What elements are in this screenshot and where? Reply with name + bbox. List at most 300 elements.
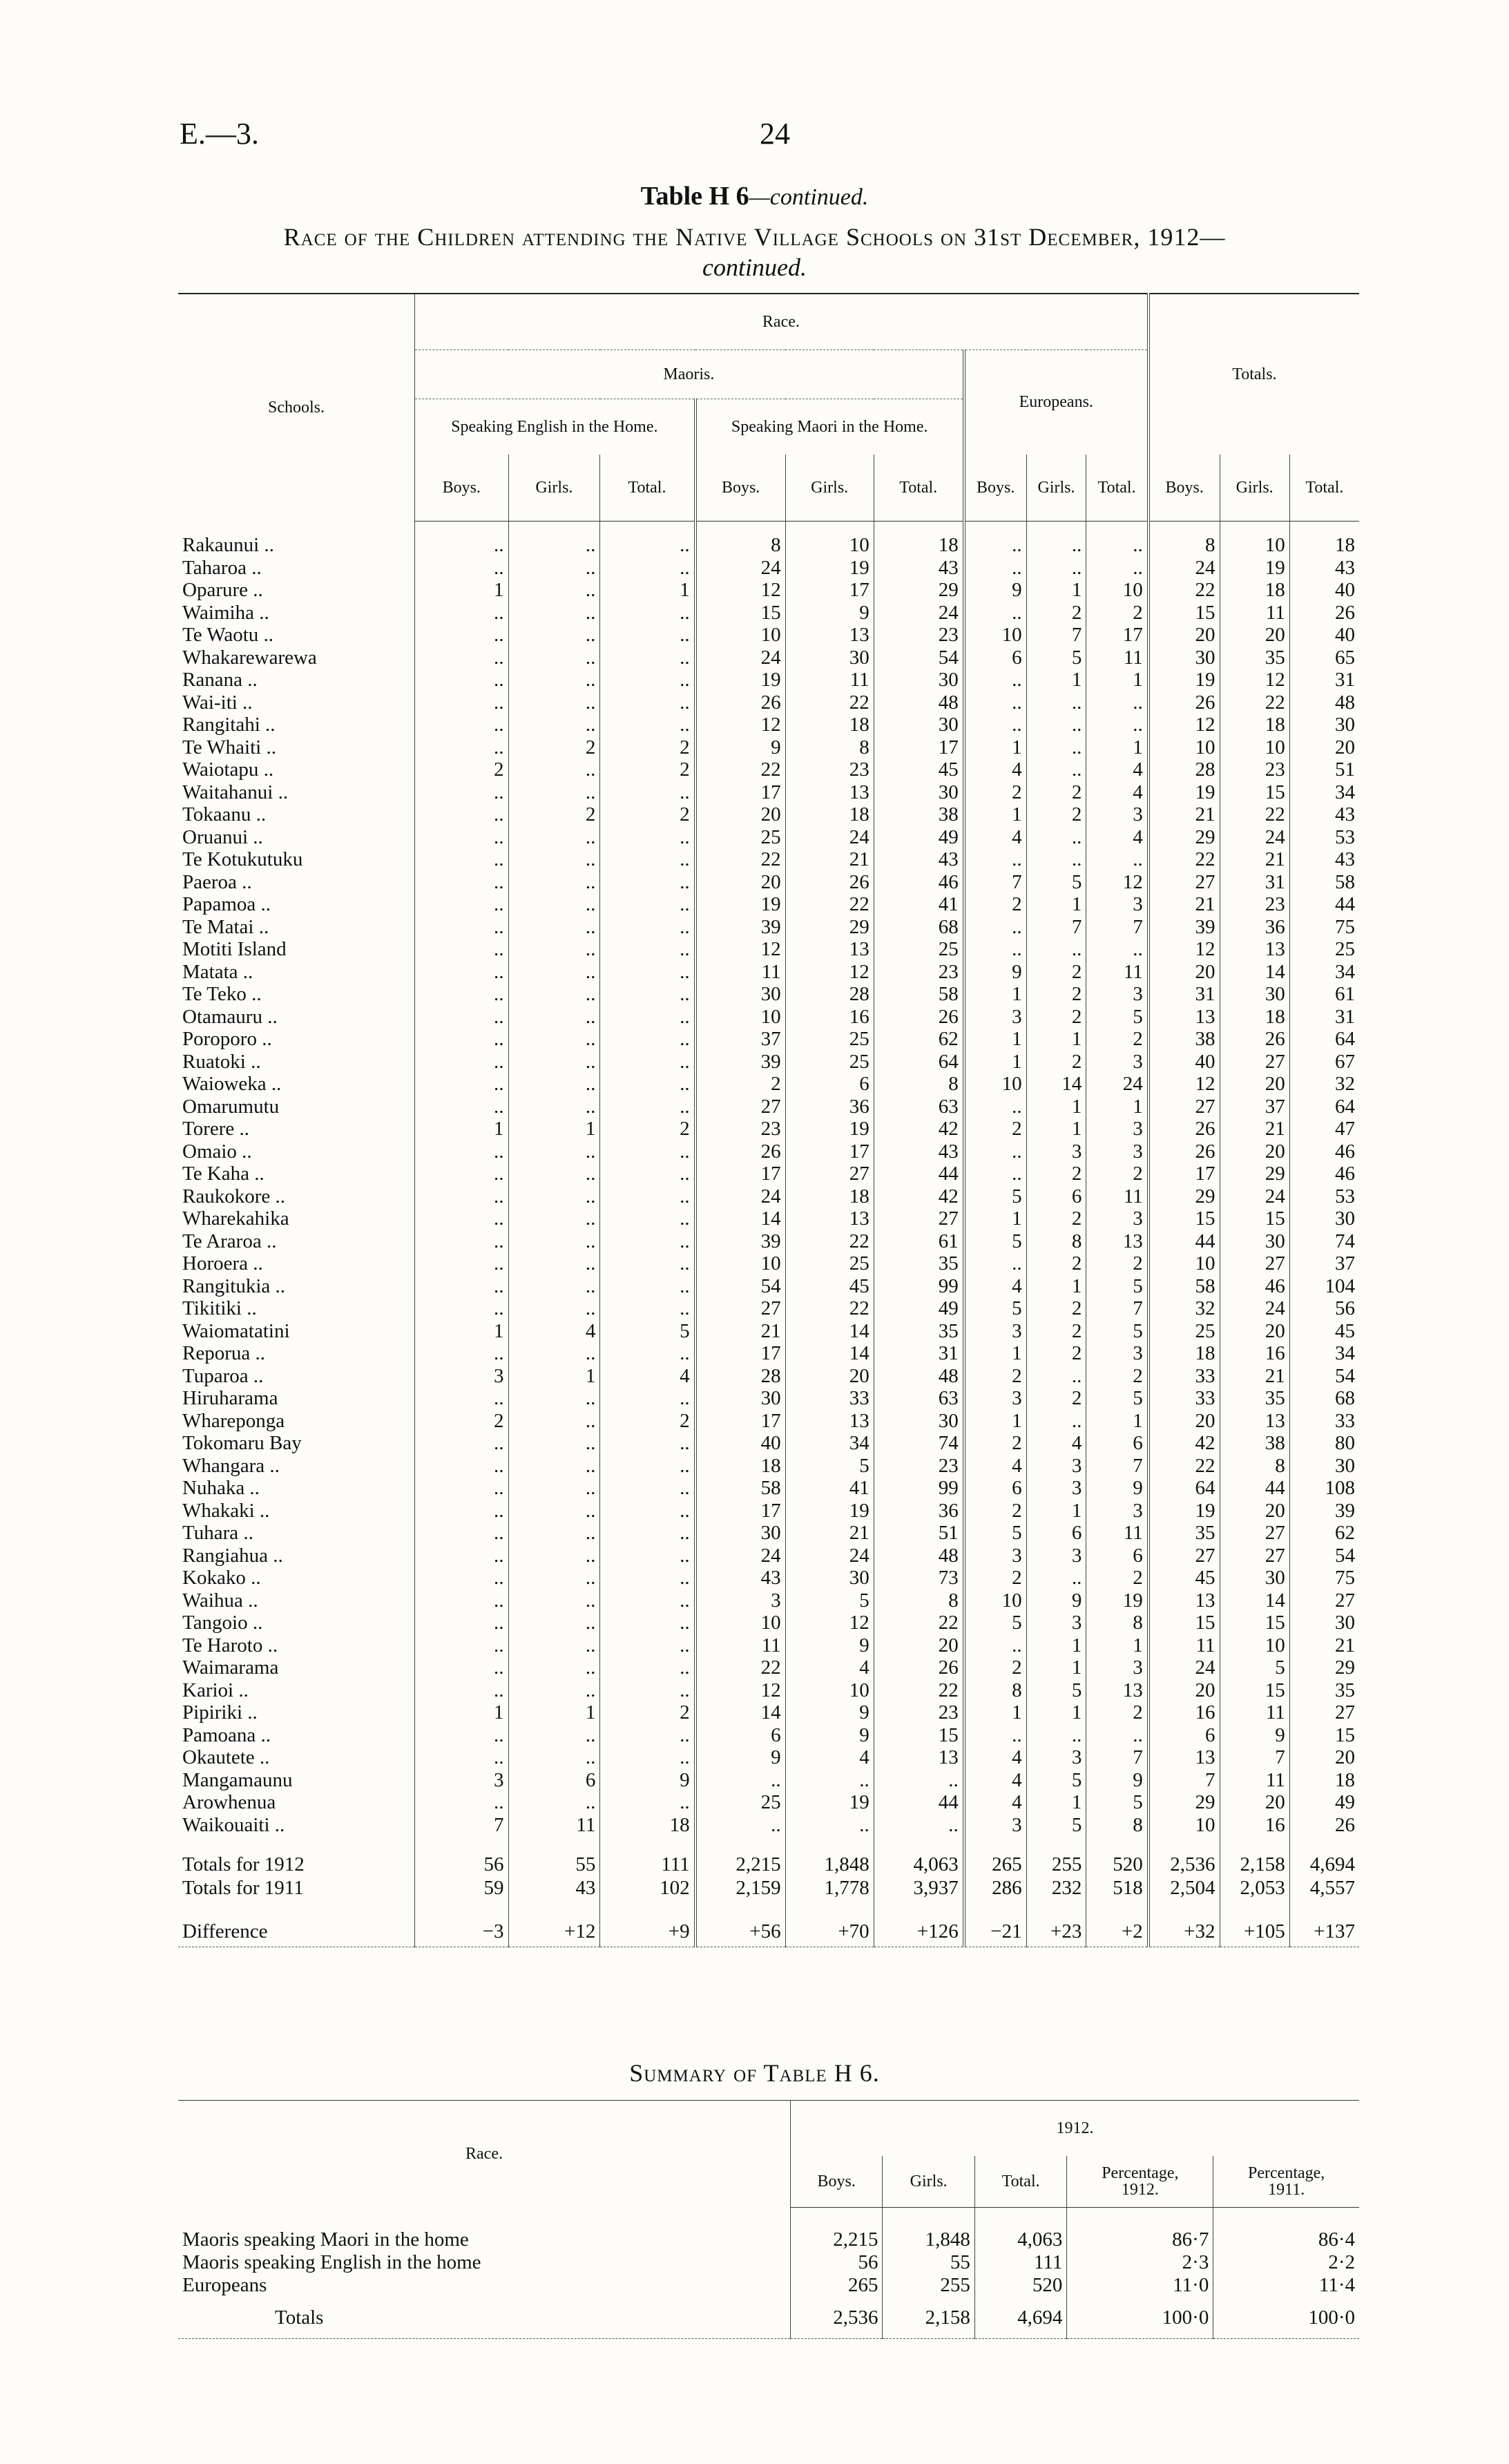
table-cell: 3	[1086, 1051, 1148, 1073]
table-cell: 1	[1026, 669, 1086, 691]
table-cell: 4	[964, 1769, 1026, 1792]
table-cell: ..	[415, 1163, 509, 1185]
table-cell: 46	[1289, 1140, 1359, 1163]
table-cell: 1	[508, 1118, 600, 1140]
pct-1911-label: Percentage,	[1248, 2164, 1325, 2182]
table-cell: 24	[1148, 1656, 1220, 1679]
table-cell: 1	[1026, 1118, 1086, 1140]
table-cell: ..	[695, 1769, 786, 1792]
table-cell: 1	[600, 579, 695, 602]
table-cell: 4,063	[874, 1853, 964, 1876]
table-cell: 25	[695, 1791, 786, 1814]
table-cell: 1,848	[785, 1853, 874, 1876]
row-label	[178, 1207, 415, 1230]
table-cell: 16	[1220, 1342, 1289, 1365]
school-name: Te Teko ..	[182, 983, 262, 1006]
table-cell: 12	[1220, 669, 1289, 691]
table-cell: ..	[600, 1185, 695, 1208]
table-row	[178, 781, 1359, 804]
table-cell: 7	[1220, 1746, 1289, 1769]
table-row	[178, 1746, 1359, 1769]
table-cell: 11	[1086, 1522, 1148, 1545]
table-cell: 5	[1086, 1791, 1148, 1814]
school-name: Horoera ..	[182, 1252, 263, 1275]
table-cell: 25	[1148, 1320, 1220, 1343]
table-cell: 24	[695, 1545, 786, 1567]
table-cell: ..	[508, 983, 600, 1006]
table-cell: 7	[1026, 916, 1086, 939]
race-header: Race.	[415, 294, 1148, 350]
table-cell: ..	[415, 736, 509, 759]
table-cell: 18	[1220, 579, 1289, 602]
table-cell: 63	[874, 1096, 964, 1118]
table-cell: 4,694	[1289, 1853, 1359, 1876]
summary-cell: 255	[883, 2274, 974, 2297]
table-cell: 15	[1220, 781, 1289, 804]
table-cell: 1	[964, 1410, 1026, 1433]
summary-row-label: Maoris speaking English in the home	[182, 2251, 481, 2273]
table-cell: ..	[508, 647, 600, 669]
table-cell: ..	[600, 557, 695, 580]
table-cell: ..	[1026, 714, 1086, 736]
table-cell: 54	[1289, 1365, 1359, 1388]
table-cell: 9	[785, 1634, 874, 1657]
table-cell: 15	[1289, 1724, 1359, 1747]
table-cell: 1	[1026, 1096, 1086, 1118]
row-label	[178, 691, 415, 714]
school-name: Whakarewarewa	[182, 646, 317, 669]
table-cell: 27	[695, 1096, 786, 1118]
table-cell: 232	[1026, 1876, 1086, 1900]
table-cell: 29	[874, 579, 964, 602]
table-cell: ..	[600, 1656, 695, 1679]
table-row	[178, 1320, 1359, 1343]
table-cell: 54	[695, 1275, 786, 1298]
table-cell: 45	[785, 1275, 874, 1298]
row-label	[178, 826, 415, 849]
table-cell: 18	[874, 534, 964, 557]
table-cell: ..	[415, 1207, 509, 1230]
table-cell: ..	[964, 1096, 1026, 1118]
school-name: Totals for 1912	[182, 1853, 305, 1875]
maoris-header: Maoris.	[415, 350, 964, 399]
table-cell: ..	[600, 1230, 695, 1253]
table-row	[178, 1791, 1359, 1814]
row-label	[178, 1387, 415, 1410]
table-cell: ..	[508, 1455, 600, 1478]
table-cell: 2	[964, 1656, 1026, 1679]
table-cell: 38	[1148, 1028, 1220, 1051]
table-cell: 44	[1148, 1230, 1220, 1253]
table-cell: ..	[415, 938, 509, 961]
table-cell: 59	[415, 1876, 509, 1900]
table-cell: ..	[508, 916, 600, 939]
table-cell: 56	[415, 1853, 509, 1876]
table-cell: ..	[600, 781, 695, 804]
school-name: Tuhara ..	[182, 1522, 253, 1545]
table-cell: ..	[508, 1163, 600, 1185]
school-name: Taharoa ..	[182, 556, 262, 579]
table-cell: ..	[600, 1724, 695, 1747]
table-cell: 48	[874, 1365, 964, 1388]
school-name: Matata ..	[182, 960, 253, 983]
table-cell: ..	[874, 1769, 964, 1792]
row-label	[178, 1634, 415, 1657]
table-subtitle: Race of the Children attending the Native Village Schools on 31st December, 1912—	[283, 223, 1226, 251]
table-cell: 22	[1220, 803, 1289, 826]
table-cell: 30	[1289, 1207, 1359, 1230]
row-label	[178, 1545, 415, 1567]
table-cell: ..	[508, 1275, 600, 1298]
table-cell: 13	[785, 938, 874, 961]
school-name: Otamauru ..	[182, 1005, 278, 1028]
summary-cell: 11·4	[1213, 2274, 1359, 2297]
school-name: Whangara ..	[182, 1454, 280, 1477]
table-cell: ..	[600, 1612, 695, 1634]
table-cell: ..	[415, 1634, 509, 1657]
school-name: Reporua ..	[182, 1342, 265, 1365]
table-cell: 48	[874, 691, 964, 714]
row-label	[178, 579, 415, 602]
table-cell: ..	[415, 1432, 509, 1455]
table-cell: 36	[874, 1500, 964, 1522]
table-cell: 3	[415, 1769, 509, 1792]
table-row	[178, 1814, 1359, 1837]
table-cell: 15	[874, 1724, 964, 1747]
table-cell: 7	[964, 871, 1026, 894]
table-cell: ..	[1026, 826, 1086, 849]
table-row	[178, 1432, 1359, 1455]
row-label	[178, 1455, 415, 1478]
row-label	[178, 1320, 415, 1343]
table-row	[178, 916, 1359, 939]
table-cell: ..	[415, 1724, 509, 1747]
table-cell: 518	[1086, 1876, 1148, 1900]
table-cell: 4	[1086, 826, 1148, 849]
table-cell: 27	[1148, 1545, 1220, 1567]
table-row	[178, 647, 1359, 669]
table-cell: 22	[785, 893, 874, 916]
school-name: Te Matai ..	[182, 915, 269, 938]
table-cell: ..	[508, 781, 600, 804]
table-cell: 1	[1086, 736, 1148, 759]
table-cell: 30	[1289, 714, 1359, 736]
table-cell: 30	[695, 1522, 786, 1545]
table-cell: 32	[1289, 1073, 1359, 1096]
table-cell: 11	[1086, 961, 1148, 984]
table-cell: 520	[1086, 1853, 1148, 1876]
table-cell: 2	[600, 1410, 695, 1433]
table-cell: ..	[600, 1051, 695, 1073]
table-cell: 10	[695, 1006, 786, 1029]
table-cell: 2	[1026, 1163, 1086, 1185]
table-cell: 35	[874, 1320, 964, 1343]
table-cell: 30	[695, 983, 786, 1006]
table-cell: ..	[1086, 848, 1148, 871]
row-label	[178, 1477, 415, 1500]
table-cell: ..	[508, 1679, 600, 1702]
table-cell: 5	[964, 1612, 1026, 1634]
table-cell: ..	[415, 961, 509, 984]
table-cell: ..	[695, 1814, 786, 1837]
table-cell: 9	[1086, 1769, 1148, 1792]
europeans-header: Europeans.	[964, 350, 1148, 455]
school-name: Wharekahika	[182, 1207, 289, 1230]
table-cell: 24	[785, 826, 874, 849]
row-label	[178, 1656, 415, 1679]
school-name: Waimarama	[182, 1656, 279, 1679]
table-cell: 286	[964, 1876, 1026, 1900]
table-cell: 13	[1220, 938, 1289, 961]
table-cell: ..	[1086, 938, 1148, 961]
table-cell: 17	[695, 781, 786, 804]
table-cell: 34	[1289, 1342, 1359, 1365]
table-cell: ..	[415, 1455, 509, 1478]
table-cell: 3	[964, 1545, 1026, 1567]
table-cell: 29	[1148, 826, 1220, 849]
table-cell: 2	[964, 1432, 1026, 1455]
table-cell: ..	[508, 1477, 600, 1500]
table-cell: ..	[415, 691, 509, 714]
table-row	[178, 1096, 1359, 1118]
school-name: Papamoa ..	[182, 893, 271, 916]
table-row	[178, 1455, 1359, 1478]
table-cell: 99	[874, 1477, 964, 1500]
table-row	[178, 1275, 1359, 1298]
table-cell: 1	[415, 579, 509, 602]
table-cell: 27	[785, 1163, 874, 1185]
table-cell: 2	[1026, 1297, 1086, 1320]
table-cell: 3	[964, 1387, 1026, 1410]
table-cell: ..	[964, 714, 1026, 736]
table-cell: 1	[964, 1342, 1026, 1365]
totals-header: Totals.	[1148, 294, 1359, 455]
table-cell: 12	[785, 1612, 874, 1634]
table-cell: ..	[785, 1814, 874, 1837]
table-row	[178, 1006, 1359, 1029]
table-row	[178, 1140, 1359, 1163]
table-cell: 30	[874, 714, 964, 736]
row-label	[178, 1876, 415, 1900]
table-row	[178, 1297, 1359, 1320]
summary-title: Summary of Table H 6.	[629, 2059, 880, 2087]
table-cell: 22	[1148, 848, 1220, 871]
row-label	[178, 669, 415, 691]
table-cell: 68	[874, 916, 964, 939]
table-cell: 4	[964, 1791, 1026, 1814]
table-cell: ..	[508, 624, 600, 647]
row-label	[178, 1365, 415, 1388]
table-cell: 8	[695, 534, 786, 557]
table-row	[178, 871, 1359, 894]
table-cell: ..	[600, 1522, 695, 1545]
summary-cell: 86·7	[1067, 2228, 1213, 2251]
table-cell: 13	[1148, 1589, 1220, 1612]
table-cell: 55	[508, 1853, 600, 1876]
table-cell: 21	[1148, 893, 1220, 916]
table-cell: 35	[1289, 1679, 1359, 1702]
table-cell: 1	[1026, 1500, 1086, 1522]
table-cell: 2	[1026, 983, 1086, 1006]
table-cell: 40	[1148, 1051, 1220, 1073]
table-cell: ..	[508, 1073, 600, 1096]
table-cell: 12	[1148, 1073, 1220, 1096]
school-name: Waiotapu ..	[182, 758, 274, 781]
table-cell: 58	[874, 983, 964, 1006]
table-cell: ..	[600, 1342, 695, 1365]
table-cell: 30	[785, 647, 874, 669]
table-cell: ..	[600, 893, 695, 916]
table-cell: 27	[1220, 1545, 1289, 1567]
table-cell: ..	[1026, 1365, 1086, 1388]
table-cell: 4	[964, 1275, 1026, 1298]
table-cell: ..	[415, 1387, 509, 1410]
row-label	[178, 1724, 415, 1747]
table-cell: 46	[1220, 1275, 1289, 1298]
summary-cell: 4,063	[974, 2228, 1066, 2251]
table-cell: 1	[964, 1701, 1026, 1724]
school-name: Torere ..	[182, 1118, 249, 1140]
table-cell: ..	[415, 1006, 509, 1029]
table-row	[178, 1163, 1359, 1185]
summary-boys-header: Boys.	[791, 2156, 883, 2208]
table-cell: ..	[415, 647, 509, 669]
table-cell: 3	[1086, 1500, 1148, 1522]
row-label	[178, 624, 415, 647]
table-cell: 64	[874, 1051, 964, 1073]
page-header	[180, 116, 1354, 157]
table-cell: 19	[785, 1500, 874, 1522]
table-cell: 9	[695, 1746, 786, 1769]
table-cell: ..	[600, 1006, 695, 1029]
table-cell: 22	[695, 1656, 786, 1679]
pct-1912-label: Percentage,	[1102, 2164, 1179, 2182]
table-cell: 4	[1086, 758, 1148, 781]
row-label	[178, 961, 415, 984]
table-cell: 22	[785, 691, 874, 714]
table-cell: 67	[1289, 1051, 1359, 1073]
table-cell: 28	[1148, 758, 1220, 781]
table-cell: 3	[1086, 1207, 1148, 1230]
table-cell: 11	[1148, 1634, 1220, 1657]
table-cell: 20	[785, 1365, 874, 1388]
table-cell: 18	[600, 1814, 695, 1837]
table-cell: 28	[695, 1365, 786, 1388]
table-cell: 2	[1086, 1567, 1148, 1589]
table-cell: ..	[415, 1656, 509, 1679]
summary-row-label: Europeans	[182, 2274, 267, 2296]
table-cell: 4	[964, 758, 1026, 781]
table-cell: 1	[1026, 1275, 1086, 1298]
table-cell: ..	[415, 916, 509, 939]
table-cell: 26	[1148, 1118, 1220, 1140]
table-cell: 6	[1026, 1522, 1086, 1545]
table-cell: 1	[508, 1701, 600, 1724]
table-cell: 14	[1220, 1589, 1289, 1612]
speaking-english-header: Speaking English in the Home.	[415, 399, 695, 455]
table-row	[178, 1589, 1359, 1612]
table-cell: −3	[415, 1916, 509, 1947]
table-cell: 23	[874, 1701, 964, 1724]
row-label	[178, 1432, 415, 1455]
table-cell: 10	[964, 1589, 1026, 1612]
table-cell: 15	[1220, 1679, 1289, 1702]
table-cell: 32	[1148, 1297, 1220, 1320]
table-cell: ..	[600, 938, 695, 961]
table-cell: ..	[508, 1297, 600, 1320]
table-row	[178, 1701, 1359, 1724]
table-cell: 1	[1086, 1634, 1148, 1657]
table-cell: ..	[508, 1028, 600, 1051]
table-cell: ..	[600, 916, 695, 939]
table-cell: 6	[785, 1073, 874, 1096]
table-cell: 3	[1026, 1140, 1086, 1163]
table-row	[178, 848, 1359, 871]
table-cell: 4	[600, 1365, 695, 1388]
table-row	[178, 691, 1359, 714]
school-name: Okautete ..	[182, 1746, 270, 1769]
table-row	[178, 803, 1359, 826]
table-cell: 4	[1026, 1432, 1086, 1455]
table-cell: 44	[874, 1791, 964, 1814]
table-cell: 9	[964, 961, 1026, 984]
table-cell: 11	[1086, 1185, 1148, 1208]
table-cell: +2	[1086, 1916, 1148, 1947]
table-cell: 37	[695, 1028, 786, 1051]
subheader-total: Total.	[600, 455, 695, 522]
table-cell: 2	[415, 758, 509, 781]
table-cell: 16	[1148, 1701, 1220, 1724]
table-cell: 4	[964, 1455, 1026, 1478]
table-cell: 10	[695, 624, 786, 647]
table-cell: 104	[1289, 1275, 1359, 1298]
table-cell: 1	[415, 1320, 509, 1343]
table-cell: ..	[508, 871, 600, 894]
table-cell: ..	[415, 534, 509, 557]
table-cell: ..	[1086, 534, 1148, 557]
table-cell: 4	[964, 1746, 1026, 1769]
table-cell: 74	[874, 1432, 964, 1455]
table-cell: 18	[785, 803, 874, 826]
table-cell: 2	[964, 1365, 1026, 1388]
table-cell: 47	[1289, 1118, 1359, 1140]
summary-row-label: Totals	[178, 2297, 791, 2339]
row-label	[178, 1589, 415, 1612]
row-label	[178, 1028, 415, 1051]
table-cell: 27	[1289, 1589, 1359, 1612]
summary-cell: 265	[791, 2274, 883, 2297]
school-name: Nuhaka ..	[182, 1477, 260, 1500]
table-row	[178, 893, 1359, 916]
table-cell: 18	[785, 714, 874, 736]
table-cell: ..	[508, 1500, 600, 1522]
school-name: Ruatoki ..	[182, 1050, 261, 1073]
table-cell: ..	[600, 1679, 695, 1702]
table-cell: 2	[1026, 602, 1086, 624]
table-cell: 3	[1086, 983, 1148, 1006]
row-label	[178, 1118, 415, 1140]
table-cell: 64	[1148, 1477, 1220, 1500]
table-cell: 2	[1086, 1365, 1148, 1388]
school-name: Te Whaiti ..	[182, 736, 276, 758]
table-cell: 35	[1148, 1522, 1220, 1545]
table-cell: ..	[415, 1096, 509, 1118]
row-label	[178, 1275, 415, 1298]
table-cell: 1	[964, 736, 1026, 759]
table-cell: 13	[785, 1207, 874, 1230]
table-row	[178, 736, 1359, 759]
table-cell: 13	[1086, 1230, 1148, 1253]
